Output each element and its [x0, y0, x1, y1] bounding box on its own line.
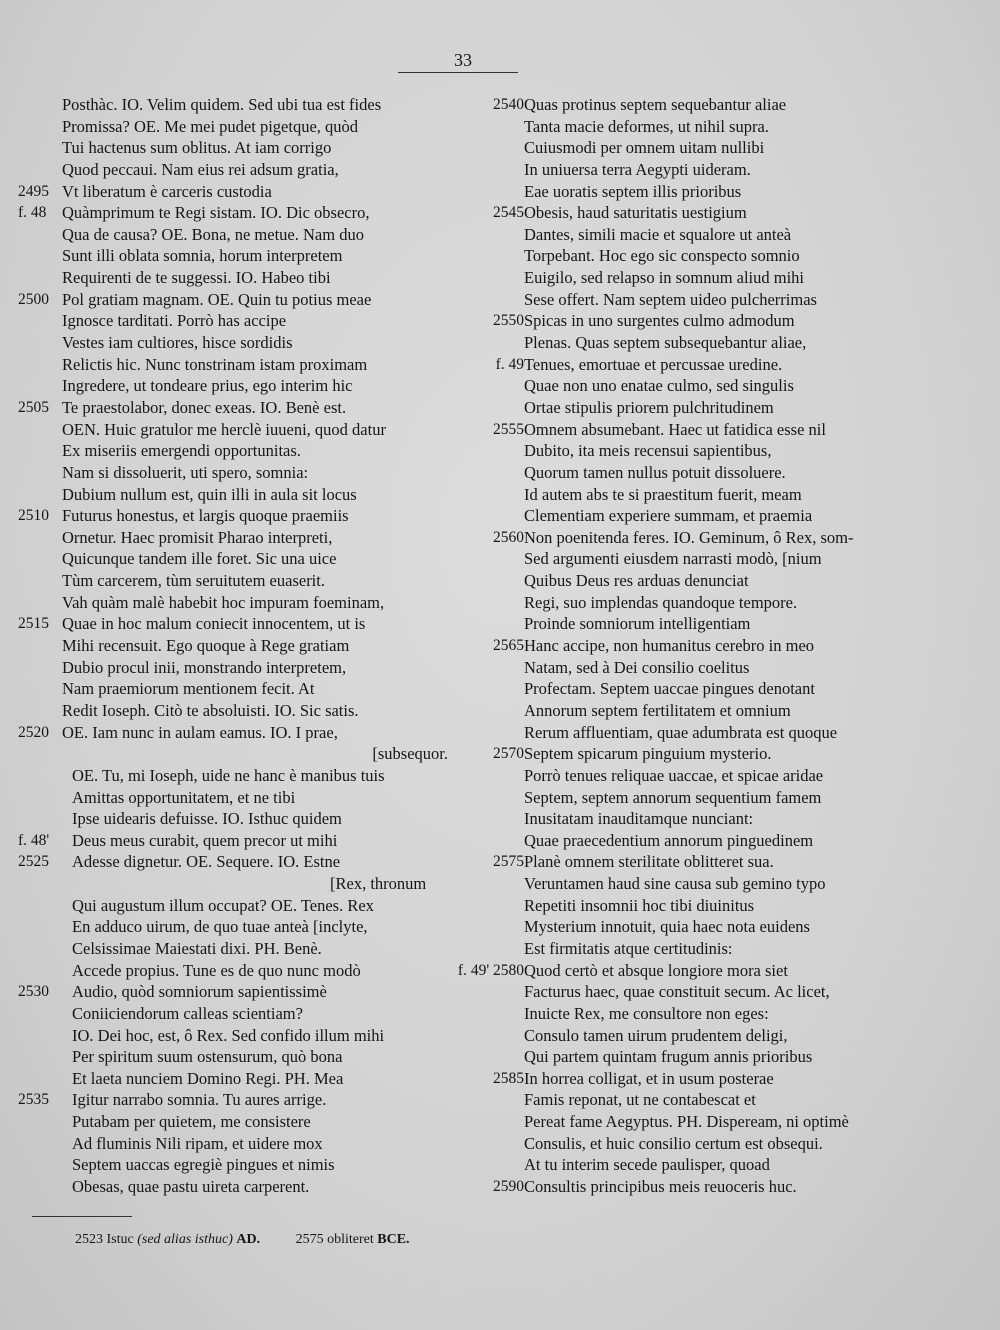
verse-text: Annorum septem fertilitatem et omnium: [524, 700, 791, 720]
verse-text: Hanc accipe, non humanitus cerebro in meo: [524, 636, 815, 656]
verse-line: [18, 830, 458, 852]
verse-line: [18, 765, 458, 787]
verse-line: [480, 895, 890, 917]
verse-line: [18, 548, 458, 570]
verse-line: [480, 873, 890, 895]
verse-text: Sunt illi oblata somnia, horum interpretem: [62, 246, 343, 266]
verse-number: 2565: [493, 637, 524, 655]
verse-number: 2510: [18, 507, 49, 525]
verse-text: Ingredere, ut tondeare prius, ego interim hic: [62, 376, 353, 396]
verse-text: OE. Iam nunc in aulam eamus. IO. I prae,: [62, 722, 338, 742]
verse-line: [18, 202, 458, 224]
verse-text: Euigilo, sed relapso in somnum aliud mihi: [524, 268, 805, 288]
verse-line: [480, 245, 890, 267]
verse-text: Obesis, haud saturitatis uestigium: [524, 203, 747, 223]
verse-text: Obesas, quae pastu uireta carperent.: [72, 1177, 310, 1197]
verse-text: [Rex, thronum: [330, 874, 427, 894]
verse-text: Vah quàm malè habebit hoc impuram foeminam,: [62, 592, 385, 612]
verse-text: Quibus Deus res arduas denunciat: [524, 571, 749, 591]
verse-line: [18, 1089, 458, 1111]
verse-line: [18, 289, 458, 311]
verse-number: 2530: [18, 983, 49, 1001]
verse-text: Rerum affluentiam, quae adumbrata est quoque: [524, 722, 838, 742]
verse-line: [480, 787, 890, 809]
verse-text: Celsissimae Maiestati dixi. PH. Benè.: [72, 938, 322, 958]
verse-text: Quicunque tandem ille foret. Sic una uice: [62, 549, 337, 569]
verse-line: [18, 743, 458, 765]
verse-line: [18, 375, 458, 397]
verse-text: Septem, septem annorum sequentium famem: [524, 787, 822, 807]
verse-text: Qui augustum illum occupat? OE. Tenes. Rex: [72, 895, 374, 915]
verse-text: Deus meus curabit, quem precor ut mihi: [72, 830, 338, 850]
footnote-ref: 2575 obliteret: [295, 1232, 374, 1247]
verse-text: Pol gratiam magnam. OE. Quin tu potius meae: [62, 289, 372, 309]
verse-text: Ad fluminis Nili ripam, et uidere mox: [72, 1133, 323, 1153]
verse-line: [18, 505, 458, 527]
verse-text: Quorum tamen nullus potuit dissoluere.: [524, 462, 786, 482]
verse-text: Mihi recensuit. Ego quoque à Rege gratiam: [62, 636, 350, 656]
verse-line: [480, 397, 890, 419]
verse-line: [480, 440, 890, 462]
footnote-sigla: AD.: [236, 1232, 261, 1247]
verse-line: [480, 1068, 890, 1090]
verse-text: Regi, suo implendas quandoque tempore.: [524, 592, 798, 612]
verse-text: Vestes iam cultiores, hisce sordidis: [62, 333, 293, 353]
verse-number: 2515: [18, 615, 49, 633]
verse-text: Coniiciendorum calleas scientiam?: [72, 1003, 303, 1023]
verse-text: Quae non uno enatae culmo, sed singulis: [524, 376, 794, 396]
verse-line: [18, 700, 458, 722]
verse-line: [480, 419, 890, 441]
verse-line: [480, 1046, 890, 1068]
verse-text: Profectam. Septem uaccae pingues denotant: [524, 679, 815, 699]
verse-line: [480, 592, 890, 614]
verse-line: [480, 1133, 890, 1155]
verse-text: Proinde somniorum intelligentiam: [524, 614, 751, 634]
verse-text: Te praestolabor, donec exeas. IO. Benè est.: [62, 397, 347, 417]
verse-line: [18, 484, 458, 506]
verse-line: [480, 1111, 890, 1133]
verse-text: Igitur narrabo somnia. Tu aures arrige.: [72, 1090, 327, 1110]
verse-text: Quae in hoc malum coniecit innocentem, ut is: [62, 614, 366, 634]
verse-line: [480, 657, 890, 679]
verse-line: [18, 1111, 458, 1133]
verse-line: [18, 678, 458, 700]
verse-line: [18, 245, 458, 267]
verse-line: [480, 678, 890, 700]
verse-text: Dubio procul inii, monstrando interpretem,: [62, 657, 347, 677]
verse-text: Famis reponat, ut ne contabescat et: [524, 1090, 756, 1110]
verse-line: [480, 181, 890, 203]
verse-line: [18, 1133, 458, 1155]
verse-number: 2525: [18, 853, 49, 871]
verse-line: [480, 938, 890, 960]
verse-text: Cuiusmodi per omnem uitam nullibi: [524, 138, 765, 158]
verse-line: [18, 462, 458, 484]
verse-text: Promissa? OE. Me mei pudet pigetque, quòd: [62, 116, 359, 136]
verse-line: [18, 397, 458, 419]
verse-line: [18, 981, 458, 1003]
verse-text: Consulis, et huic consilio certum est obsequi.: [524, 1133, 823, 1153]
verse-line: [480, 224, 890, 246]
verse-line: [480, 635, 890, 657]
verse-text: Tenues, emortuae et percussae uredine.: [524, 354, 783, 374]
verse-number: f. 48: [18, 204, 47, 222]
verse-text: Nam praemiorum mentionem fecit. At: [62, 679, 315, 699]
verse-number: f. 49: [495, 355, 524, 373]
verse-text: Quàmprimum te Regi sistam. IO. Dic obsecro,: [62, 203, 370, 223]
verse-line: [480, 548, 890, 570]
verse-text: Clementiam experiere summam, et praemia: [524, 506, 813, 526]
verse-text: Facturus haec, quae constituit secum. Ac licet,: [524, 982, 830, 1002]
verse-text: Pereat fame Aegyptus. PH. Dispeream, ni optimè: [524, 1112, 849, 1132]
verse-line: [480, 505, 890, 527]
verse-text: Porrò tenues reliquae uaccae, et spicae aridae: [524, 765, 824, 785]
verse-line: [480, 354, 890, 376]
verse-text: [subsequor.: [372, 744, 448, 764]
verse-number: 2540: [493, 96, 524, 113]
verse-line: [18, 267, 458, 289]
verse-line: [18, 613, 458, 635]
verse-line: [18, 873, 458, 895]
verse-number: 2505: [18, 398, 49, 416]
verse-line: [18, 635, 458, 657]
verse-number: 2575: [493, 853, 524, 871]
verse-line: [480, 116, 890, 138]
footnote-rule: [32, 1216, 132, 1217]
verse-text: Tui hactenus sum oblitus. At iam corrigo: [62, 138, 332, 158]
verse-text: Putabam per quietem, me consistere: [72, 1112, 311, 1132]
verse-line: [18, 722, 458, 744]
verse-line: [18, 137, 458, 159]
verse-text: Audio, quòd somniorum sapientissimè: [72, 982, 327, 1002]
verse-line: [18, 159, 458, 181]
verse-number: 2535: [18, 1091, 49, 1109]
verse-line: [480, 1025, 890, 1047]
verse-line: [18, 960, 458, 982]
verse-text: Veruntamen haud sine causa sub gemino typo: [524, 874, 826, 894]
verse-text: Quod certò et absque longiore mora siet: [524, 960, 788, 980]
verse-number: 2495: [18, 182, 49, 200]
verse-text: At tu interim secede paulisper, quoad: [524, 1155, 770, 1175]
verse-line: [18, 657, 458, 679]
verse-text: Dubium nullum est, quin illi in aula sit locus: [62, 484, 357, 504]
verse-text: Natam, sed à Dei consilio coelitus: [524, 657, 750, 677]
verse-line: [480, 765, 890, 787]
verse-line: [18, 1154, 458, 1176]
verse-text: Septem spicarum pinguium mysterio.: [524, 744, 772, 764]
verse-number: 2555: [493, 420, 524, 438]
header-rule: [398, 72, 518, 73]
verse-line: [480, 1176, 890, 1198]
verse-line: [18, 116, 458, 138]
verse-line: [18, 224, 458, 246]
verse-text: Inuicte Rex, me consultore non eges:: [524, 1003, 769, 1023]
verse-text: Ignosce tarditati. Porrò has accipe: [62, 311, 287, 331]
verse-text: Quas protinus septem sequebantur aliae: [524, 95, 787, 114]
verse-line: [18, 94, 458, 116]
verse-line: [480, 484, 890, 506]
verse-number: f. 49' 2580: [457, 961, 524, 979]
verse-line: [480, 1154, 890, 1176]
verse-text: OEN. Huic gratulor me herclè iuueni, quod datur: [62, 419, 386, 439]
verse-line: [18, 1046, 458, 1068]
verse-text: Futurus honestus, et largis quoque praemiis: [62, 506, 349, 526]
verse-text: Vt liberatum è carceris custodia: [62, 181, 272, 201]
verse-line: [480, 267, 890, 289]
verse-line: [18, 938, 458, 960]
verse-line: [480, 310, 890, 332]
verse-text: Ortae stipulis priorem pulchritudinem: [524, 397, 774, 417]
verse-text: Id autem abs te si praestitum fuerit, meam: [524, 484, 802, 504]
verse-line: [480, 1089, 890, 1111]
verse-text: Septem uaccas egregiè pingues et nimis: [72, 1155, 335, 1175]
footnote: [75, 1232, 260, 1248]
verse-number: 2570: [493, 745, 524, 763]
footnote-note: (sed alias isthuc): [137, 1232, 233, 1247]
verse-number: 2590: [493, 1178, 524, 1196]
verse-text: Sese offert. Nam septem uideo pulcherrimas: [524, 289, 817, 309]
verse-text: Redit Ioseph. Citò te absoluisti. IO. Sic satis.: [62, 700, 359, 720]
verse-line: [18, 1025, 458, 1047]
verse-line: [480, 743, 890, 765]
verse-number: f. 48': [18, 831, 50, 849]
verse-text: OE. Tu, mi Ioseph, uide ne hanc è manibus tuis: [72, 765, 385, 785]
verse-line: [18, 1068, 458, 1090]
verse-line: [480, 981, 890, 1003]
verse-line: [480, 159, 890, 181]
verse-text: Consultis principibus meis reuoceris huc.: [524, 1177, 797, 1197]
footnote-ref: 2523 Istuc: [75, 1232, 134, 1247]
verse-line: [18, 354, 458, 376]
verse-text: Consulo tamen uirum prudentem deligi,: [524, 1025, 788, 1045]
verse-text: Amittas opportunitatem, et ne tibi: [72, 787, 296, 807]
verse-number: 2585: [493, 1069, 524, 1087]
verse-line: [18, 592, 458, 614]
verse-text: Qui partem quintam frugum annis prioribus: [524, 1047, 813, 1067]
verse-line: [480, 289, 890, 311]
verse-text: Adesse dignetur. OE. Sequere. IO. Estne: [72, 852, 341, 872]
verse-text: Posthàc. IO. Velim quidem. Sed ubi tua est fides: [62, 95, 382, 114]
verse-text: Mysterium innotuit, quia haec nota euidens: [524, 917, 810, 937]
verse-line: [480, 722, 890, 744]
verse-text: Eae uoratis septem illis prioribus: [524, 181, 742, 201]
verse-line: [480, 916, 890, 938]
verse-line: [480, 851, 890, 873]
verse-line: [18, 332, 458, 354]
footnote-sigla: BCE.: [377, 1232, 410, 1247]
verse-text: Ornetur. Haec promisit Pharao interpreti,: [62, 527, 333, 547]
verse-text: Nam si dissoluerit, uti spero, somnia:: [62, 462, 309, 482]
verse-text: In uniuersa terra Aegypti uideram.: [524, 159, 751, 179]
verse-line: [18, 1176, 458, 1198]
verse-text: Tùm carcerem, tùm seruitutem euaserit.: [62, 571, 325, 591]
verse-line: [18, 916, 458, 938]
verse-line: [480, 375, 890, 397]
left-column: [18, 94, 458, 1198]
verse-text: Inusitatam inauditamque nunciant:: [524, 809, 754, 829]
verse-line: [480, 462, 890, 484]
verse-number: 2520: [18, 723, 49, 741]
verse-number: 2550: [493, 312, 524, 330]
verse-number: 2500: [18, 290, 49, 308]
verse-line: [480, 613, 890, 635]
verse-line: [480, 94, 890, 116]
verse-text: Qua de causa? OE. Bona, ne metue. Nam duo: [62, 224, 364, 244]
verse-text: Requirenti de te suggessi. IO. Habeo tibi: [62, 268, 331, 288]
verse-text: Spicas in uno surgentes culmo admodum: [524, 311, 795, 331]
verse-text: Ipse uidearis defuisse. IO. Isthuc quidem: [72, 809, 342, 829]
verse-line: [18, 570, 458, 592]
verse-text: Est firmitatis atque certitudinis:: [524, 938, 733, 958]
verse-text: Quae praecedentium annorum pinguedinem: [524, 830, 814, 850]
verse-line: [480, 137, 890, 159]
verse-line: [18, 181, 458, 203]
verse-text: En adduco uirum, de quo tuae anteà [inclyte,: [72, 917, 368, 937]
verse-text: Et laeta nunciem Domino Regi. PH. Mea: [72, 1068, 344, 1088]
verse-text: Accede propius. Tune es de quo nunc modò: [72, 960, 361, 980]
footnotes: [75, 1232, 442, 1248]
verse-text: IO. Dei hoc, est, ô Rex. Sed confido illum mihi: [72, 1025, 385, 1045]
verse-text: Repetiti insomnii hoc tibi diuinitus: [524, 895, 755, 915]
verse-line: [18, 527, 458, 549]
verse-number: 2560: [493, 528, 524, 546]
page-number: 33: [454, 50, 472, 70]
verse-line: [18, 808, 458, 830]
verse-line: [480, 202, 890, 224]
verse-text: Non poenitenda feres. IO. Geminum, ô Rex, som-: [524, 527, 854, 547]
verse-line: [480, 1003, 890, 1025]
verse-line: [18, 440, 458, 462]
verse-text: Plenas. Quas septem subsequebantur aliae,: [524, 333, 807, 353]
verse-text: Sed argumenti eiusdem narrasti modò, [nium: [524, 549, 822, 569]
verse-text: Ex miseriis emergendi opportunitas.: [62, 441, 301, 461]
verse-text: Tanta macie deformes, ut nihil supra.: [524, 116, 769, 136]
verse-text: Torpebant. Hoc ego sic conspecto somnio: [524, 246, 800, 266]
verse-line: [18, 895, 458, 917]
verse-line: [18, 1003, 458, 1025]
verse-line: [480, 808, 890, 830]
footnote: [296, 1232, 410, 1248]
verse-text: Dantes, simili macie et squalore ut anteà: [524, 224, 792, 244]
verse-text: Relictis hic. Nunc tonstrinam istam proximam: [62, 354, 368, 374]
verse-text: Planè omnem sterilitate oblitteret sua.: [524, 852, 774, 872]
verse-line: [480, 830, 890, 852]
verse-line: [480, 332, 890, 354]
verse-line: [18, 851, 458, 873]
verse-line: [480, 700, 890, 722]
right-column: [457, 94, 890, 1198]
verse-line: [18, 310, 458, 332]
verse-line: [18, 419, 458, 441]
verse-text: Dubito, ita meis recensui sapientibus,: [524, 441, 772, 461]
verse-text: Quod peccaui. Nam eius rei adsum gratia,: [62, 159, 339, 179]
verse-text: Per spiritum suum ostensurum, quò bona: [72, 1047, 343, 1067]
verse-line: [480, 570, 890, 592]
verse-line: [18, 787, 458, 809]
verse-line: [457, 960, 890, 982]
verse-line: [480, 527, 890, 549]
verse-number: 2545: [493, 204, 524, 222]
verse-text: Omnem absumebant. Haec ut fatidica esse nil: [524, 419, 826, 439]
verse-text: In horrea colligat, et in usum posterae: [524, 1068, 774, 1088]
